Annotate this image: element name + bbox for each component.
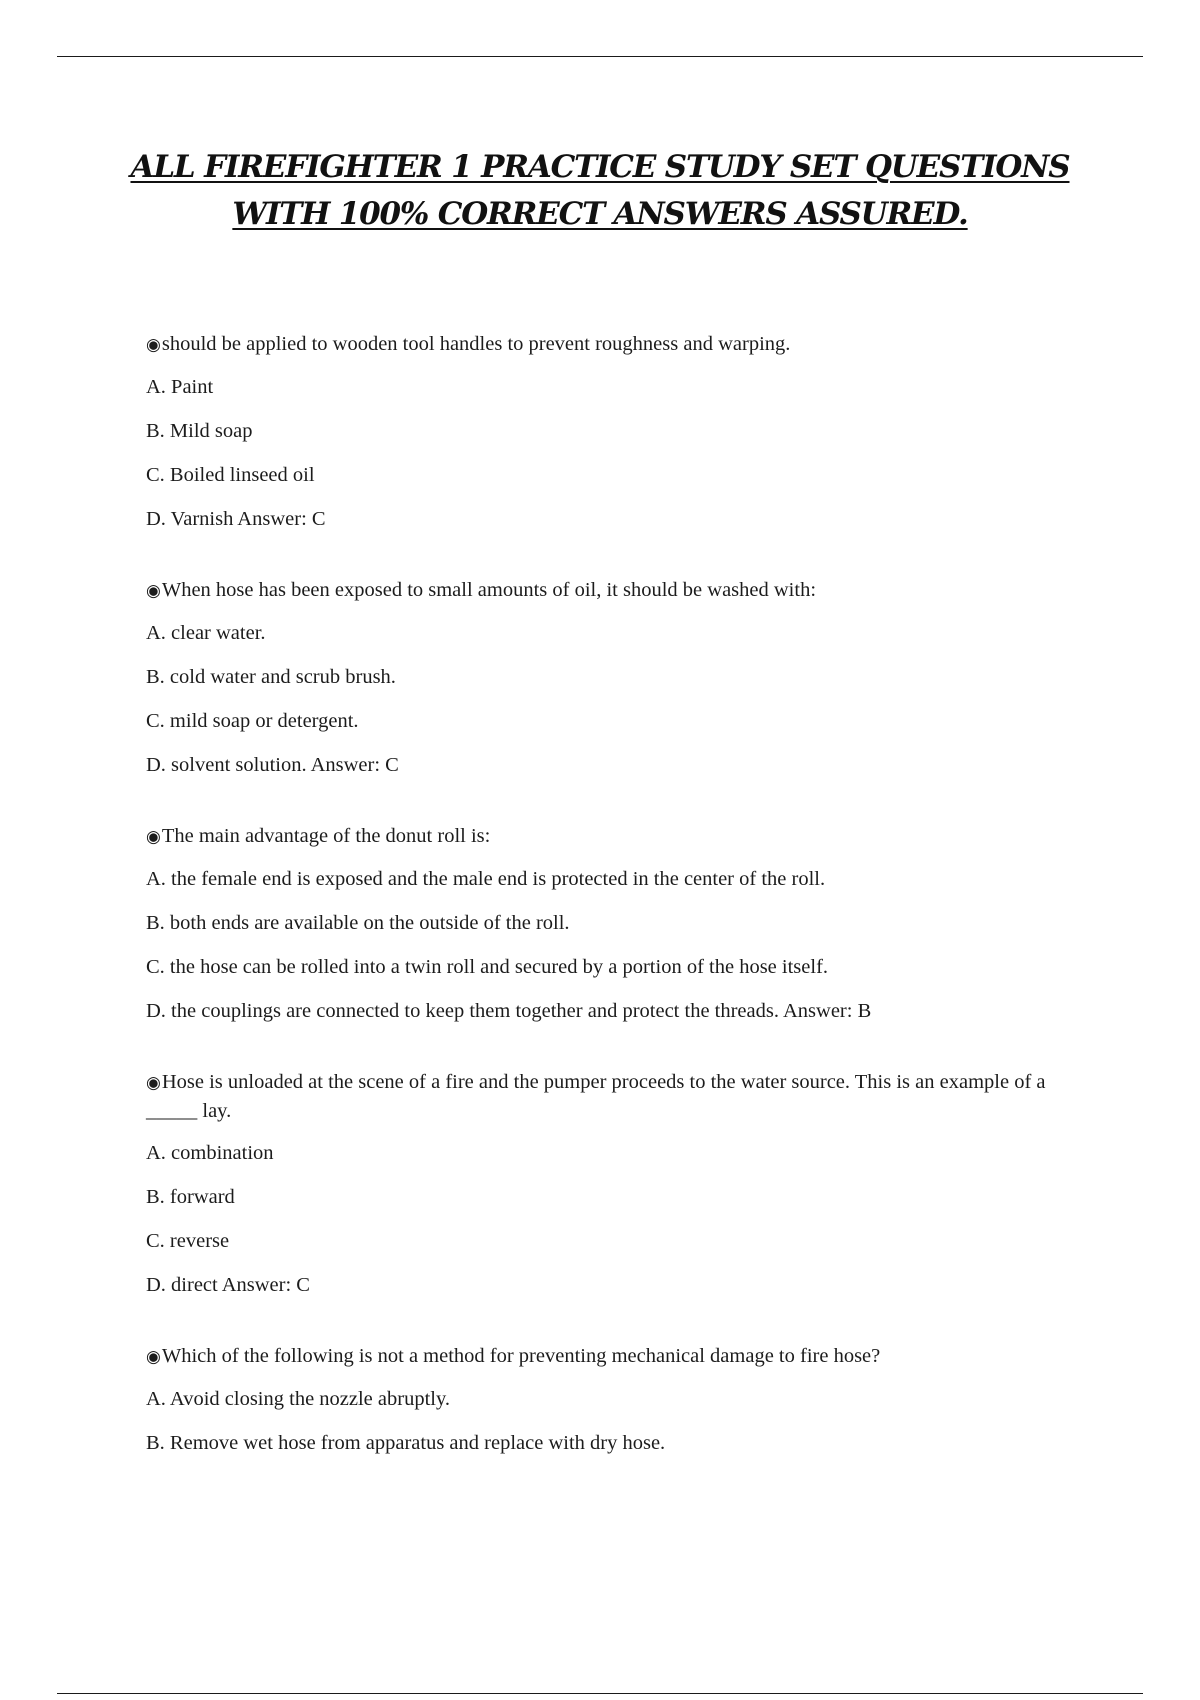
answer-option: B. both ends are available on the outside of the roll. xyxy=(146,912,570,934)
answer-option: A. Avoid closing the nozzle abruptly. xyxy=(146,1388,451,1410)
question-1 xyxy=(146,330,1076,533)
radio-bullet-icon: ◉ xyxy=(146,1347,161,1366)
question-stem: ◉The main advantage of the donut roll is: xyxy=(146,825,491,847)
radio-bullet-icon: ◉ xyxy=(146,581,161,600)
title-line-2: WITH 100% CORRECT ANSWERS ASSURED. xyxy=(232,196,968,232)
answer-option: C. mild soap or detergent. xyxy=(146,710,359,732)
question-stem: ◉When hose has been exposed to small amounts of oil, it should be washed with: xyxy=(146,579,817,601)
radio-bullet-icon: ◉ xyxy=(146,335,161,354)
answer-option: A. clear water. xyxy=(146,622,266,644)
question-2 xyxy=(146,576,1076,779)
question-4 xyxy=(146,1068,1076,1299)
answer-option: C. reverse xyxy=(146,1230,230,1252)
answer-option: D. solvent solution. Answer: C xyxy=(146,754,399,776)
answer-option: C. Boiled linseed oil xyxy=(146,464,315,486)
question-list xyxy=(146,330,1076,1500)
question-3 xyxy=(146,822,1076,1025)
header-rule xyxy=(57,56,1143,57)
radio-bullet-icon: ◉ xyxy=(146,1073,161,1092)
answer-option: A. the female end is exposed and the male end is protected in the center of the roll. xyxy=(146,868,826,890)
answer-option: B. Remove wet hose from apparatus and replace with dry hose. xyxy=(146,1432,666,1454)
title-line-1: ALL FIREFIGHTER 1 PRACTICE STUDY SET QUESTIONS xyxy=(130,149,1070,185)
answer-option: B. Mild soap xyxy=(146,420,253,442)
answer-option: D. Varnish Answer: C xyxy=(146,508,326,530)
answer-option: A. combination xyxy=(146,1142,274,1164)
footer-rule xyxy=(57,1693,1143,1694)
answer-option: C. the hose can be rolled into a twin roll and secured by a portion of the hose itself. xyxy=(146,956,829,978)
answer-option: B. forward xyxy=(146,1186,235,1208)
answer-option: D. the couplings are connected to keep them together and protect the threads. Answer: B xyxy=(146,1000,872,1022)
question-5 xyxy=(146,1342,1076,1457)
answer-option: A. Paint xyxy=(146,376,214,398)
question-stem: ◉Which of the following is not a method for preventing mechanical damage to fire hose? xyxy=(146,1345,881,1367)
answer-option: B. cold water and scrub brush. xyxy=(146,666,396,688)
page-title xyxy=(100,144,1100,238)
question-stem: ◉Hose is unloaded at the scene of a fire and the pumper proceeds to the water source. This is an example of a _____ lay. xyxy=(146,1071,1046,1122)
radio-bullet-icon: ◉ xyxy=(146,827,161,846)
answer-option: D. direct Answer: C xyxy=(146,1274,310,1296)
question-stem: ◉should be applied to wooden tool handles to prevent roughness and warping. xyxy=(146,333,791,355)
